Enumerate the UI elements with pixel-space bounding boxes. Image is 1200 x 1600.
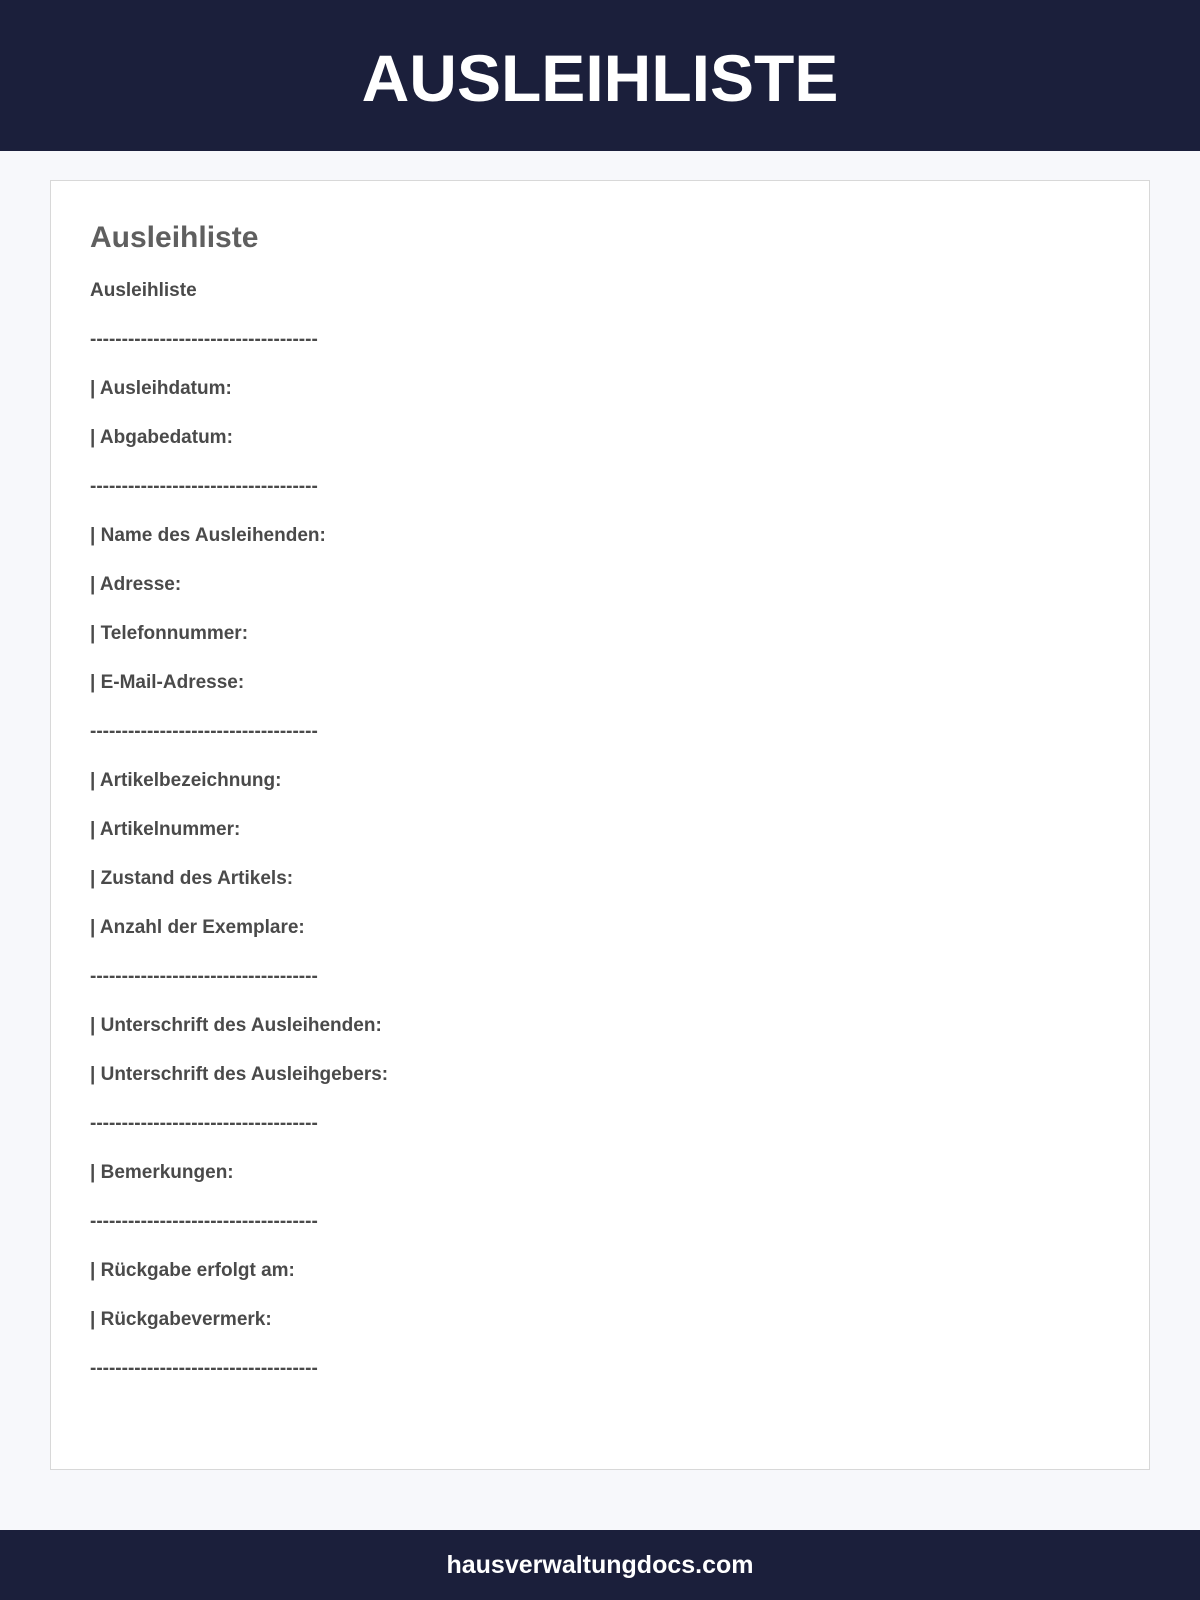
field-ausleihdatum: | Ausleihdatum: [90, 378, 232, 399]
separator-line: ------------------------------------ [90, 476, 318, 497]
field-zustand: | Zustand des Artikels: [90, 868, 294, 889]
form-lines [90, 281, 388, 1408]
field-anzahl: | Anzahl der Exemplare: [90, 917, 305, 938]
header-title: AUSLEIHLISTE [361, 40, 839, 115]
document-title: Ausleihliste [90, 221, 259, 254]
separator-line: ------------------------------------ [90, 329, 318, 350]
separator-line: ------------------------------------ [90, 721, 318, 742]
field-unterschrift-ausleihgeber: | Unterschrift des Ausleihgebers: [90, 1064, 389, 1085]
field-rueckgabe-datum: | Rückgabe erfolgt am: [90, 1260, 295, 1281]
field-adresse: | Adresse: [90, 574, 182, 595]
separator-line: ------------------------------------ [90, 1358, 318, 1379]
field-bemerkungen: | Bemerkungen: [90, 1162, 234, 1183]
page-header [0, 0, 1200, 151]
separator-line: ------------------------------------ [90, 1211, 318, 1232]
field-rueckgabevermerk: | Rückgabevermerk: [90, 1309, 272, 1330]
field-name: | Name des Ausleihenden: [90, 525, 326, 546]
page-footer [0, 1530, 1200, 1600]
subtitle-line: Ausleihliste [90, 280, 197, 301]
field-artikelbezeichnung: | Artikelbezeichnung: [90, 770, 282, 791]
document-card [50, 180, 1150, 1470]
field-abgabedatum: | Abgabedatum: [90, 427, 233, 448]
field-unterschrift-ausleihender: | Unterschrift des Ausleihenden: [90, 1015, 382, 1036]
field-email: | E-Mail-Adresse: [90, 672, 245, 693]
field-telefonnummer: | Telefonnummer: [90, 623, 249, 644]
footer-site-link[interactable]: hausverwaltungdocs.com [446, 1550, 754, 1579]
separator-line: ------------------------------------ [90, 1113, 318, 1134]
separator-line: ------------------------------------ [90, 966, 318, 987]
field-artikelnummer: | Artikelnummer: [90, 819, 241, 840]
